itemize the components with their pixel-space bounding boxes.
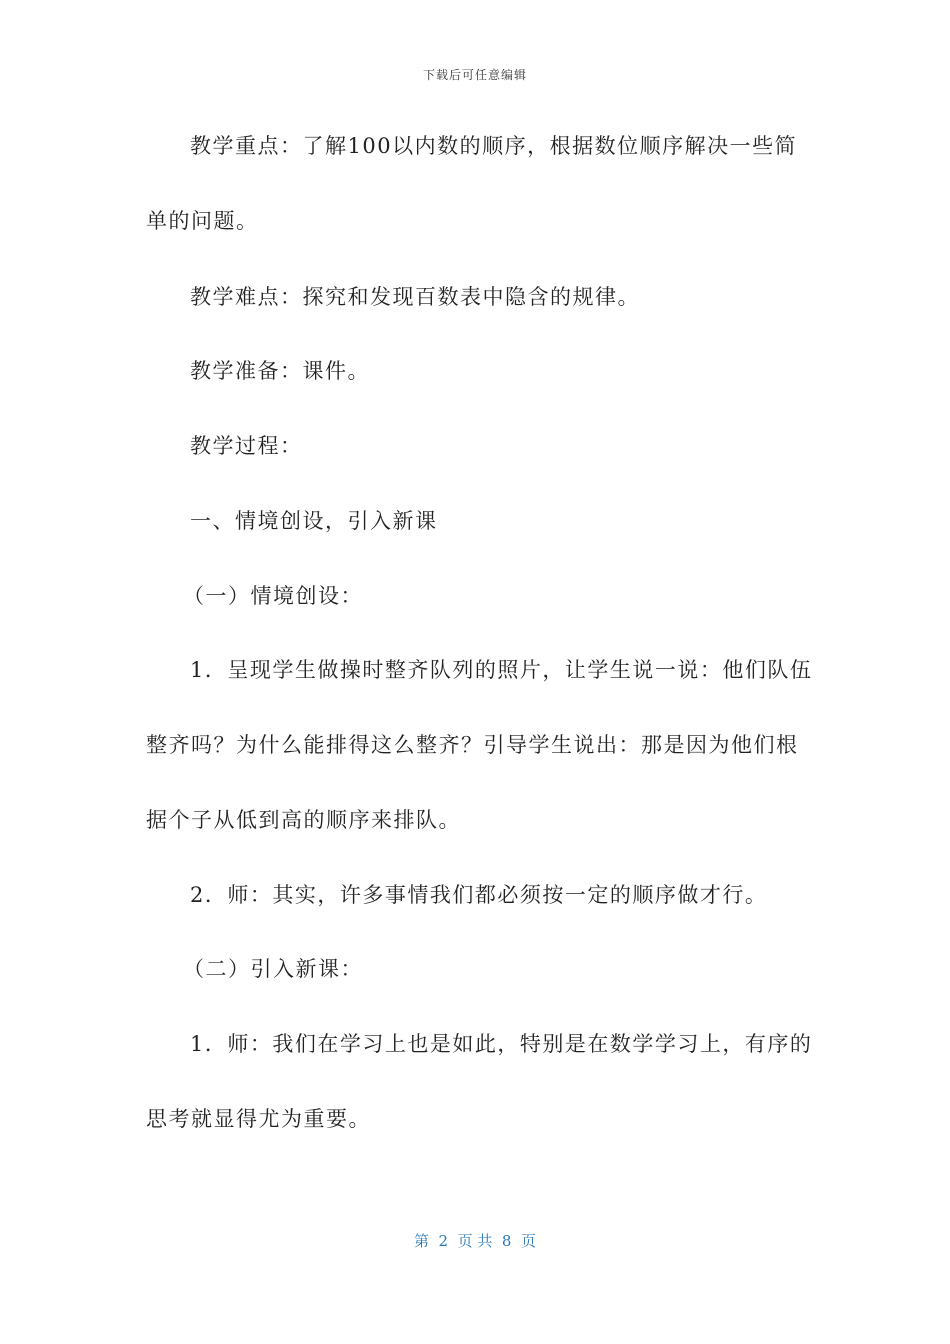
text-line: 思考就显得尤为重要。 xyxy=(146,1107,371,1131)
page-header: 下载后可任意编辑 xyxy=(422,68,527,82)
section-heading: 一、情境创设，引入新课 xyxy=(190,509,438,533)
text-line: 教学重点：了解100以内数的顺序，根据数位顺序解决一些简 xyxy=(190,134,798,158)
subsection-heading: （二）引入新课： xyxy=(183,957,363,981)
page-footer: 第 2 页 共 8 页 xyxy=(414,1232,536,1250)
text-line: 单的问题。 xyxy=(146,209,259,233)
text-line: 教学难点：探究和发现百数表中隐含的规律。 xyxy=(190,285,640,309)
text-line: 1．呈现学生做操时整齐队列的照片，让学生说一说：他们队伍 xyxy=(190,658,813,682)
subsection-heading: （一）情境创设： xyxy=(183,584,363,608)
text-line: 2．师：其实，许多事情我们都必须按一定的顺序做才行。 xyxy=(190,883,768,907)
text-line: 整齐吗？为什么能排得这么整齐？引导学生说出：那是因为他们根 xyxy=(146,733,799,757)
text-line: 据个子从低到高的顺序来排队。 xyxy=(146,808,461,832)
text-line: 1．师：我们在学习上也是如此，特别是在数学学习上，有序的 xyxy=(190,1032,813,1056)
text-line: 教学过程： xyxy=(190,434,303,458)
text-line: 教学准备：课件。 xyxy=(190,359,370,383)
